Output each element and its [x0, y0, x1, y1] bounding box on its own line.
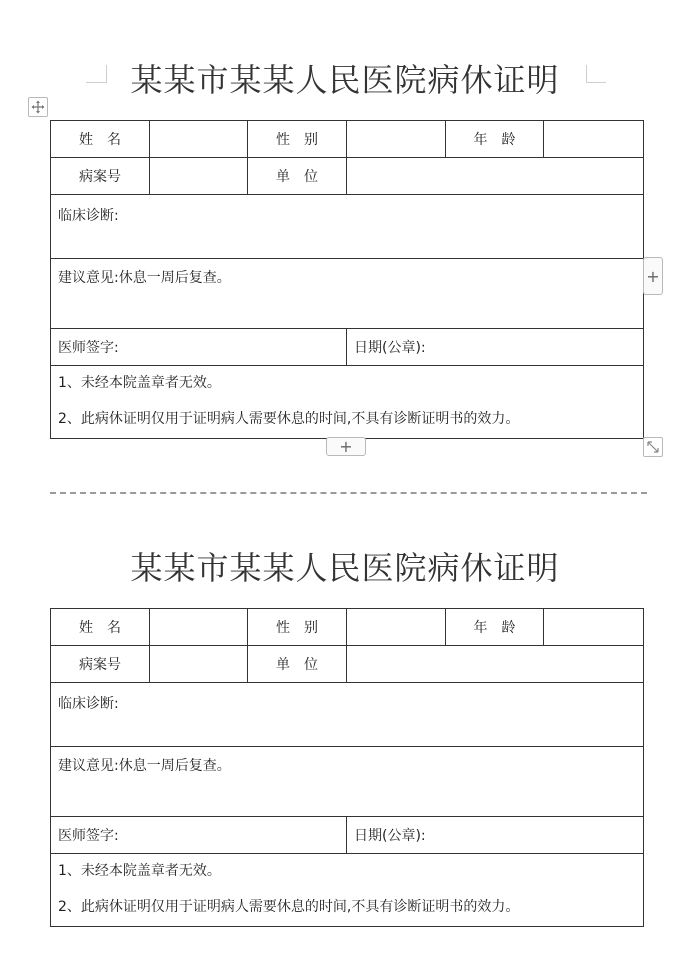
table-row	[51, 259, 644, 329]
note-2: 2、此病休证明仅用于证明病人需要休息的时间,不具有诊断证明书的效力。	[58, 899, 520, 915]
date-seal-field[interactable]	[347, 817, 644, 854]
diagnosis-field[interactable]	[51, 683, 644, 747]
age-field[interactable]	[544, 121, 644, 158]
advice-field[interactable]	[51, 747, 644, 817]
case-no-field[interactable]	[150, 158, 248, 195]
note-1: 1、未经本院盖章者无效。	[58, 375, 221, 391]
case-no-field[interactable]	[150, 646, 248, 683]
advice-text: 建议意见:休息一周后复查。	[58, 758, 231, 774]
table-row	[51, 366, 644, 439]
date-seal-field[interactable]	[347, 329, 644, 366]
table-row	[51, 195, 644, 259]
note-1: 1、未经本院盖章者无效。	[58, 863, 221, 879]
move-icon	[31, 100, 45, 114]
doctor-sign-field[interactable]	[51, 817, 347, 854]
case-no-label: 病案号	[51, 158, 150, 195]
certificate-table	[50, 608, 644, 927]
table-row	[51, 683, 644, 747]
add-row-button[interactable]	[326, 437, 366, 456]
table-row	[51, 817, 644, 854]
resize-icon	[646, 440, 660, 454]
advice-text: 建议意见:休息一周后复查。	[58, 270, 231, 286]
table-row	[51, 609, 644, 646]
name-label: 姓 名	[51, 609, 150, 646]
age-label: 年 龄	[446, 609, 544, 646]
add-column-button[interactable]	[643, 257, 663, 295]
doctor-sign-label: 医师签字:	[58, 340, 119, 356]
gender-field[interactable]	[347, 609, 446, 646]
doctor-sign-label: 医师签字:	[58, 828, 119, 844]
diagnosis-label: 临床诊断:	[58, 696, 119, 712]
gender-label: 性 别	[248, 609, 347, 646]
diagnosis-label: 临床诊断:	[58, 208, 119, 224]
name-label: 姓 名	[51, 121, 150, 158]
table-row	[51, 646, 644, 683]
name-field[interactable]	[150, 121, 248, 158]
table-move-handle[interactable]	[28, 97, 48, 117]
unit-label: 单 位	[248, 646, 347, 683]
case-no-label: 病案号	[51, 646, 150, 683]
notes-cell[interactable]	[51, 854, 644, 927]
age-label: 年 龄	[446, 121, 544, 158]
table-row	[51, 854, 644, 927]
page-title[interactable]: 某某市某某人民医院病休证明	[130, 61, 560, 99]
page-title[interactable]: 某某市某某人民医院病休证明	[130, 549, 560, 587]
table-row	[51, 158, 644, 195]
advice-field[interactable]	[51, 259, 644, 329]
doctor-sign-field[interactable]	[51, 329, 347, 366]
unit-field[interactable]	[347, 646, 644, 683]
unit-field[interactable]	[347, 158, 644, 195]
date-seal-label: 日期(公章):	[354, 340, 426, 356]
date-seal-label: 日期(公章):	[354, 828, 426, 844]
cut-line-divider	[50, 492, 647, 494]
table-row	[51, 747, 644, 817]
age-field[interactable]	[544, 609, 644, 646]
table-resize-handle[interactable]	[643, 437, 663, 457]
table-row	[51, 121, 644, 158]
note-2: 2、此病休证明仅用于证明病人需要休息的时间,不具有诊断证明书的效力。	[58, 411, 520, 427]
plus-icon: +	[339, 437, 353, 456]
table-row	[51, 329, 644, 366]
diagnosis-field[interactable]	[51, 195, 644, 259]
gender-label: 性 别	[248, 121, 347, 158]
notes-cell[interactable]	[51, 366, 644, 439]
unit-label: 单 位	[248, 158, 347, 195]
gender-field[interactable]	[347, 121, 446, 158]
name-field[interactable]	[150, 609, 248, 646]
certificate-table	[50, 120, 644, 439]
plus-icon: +	[646, 266, 660, 286]
